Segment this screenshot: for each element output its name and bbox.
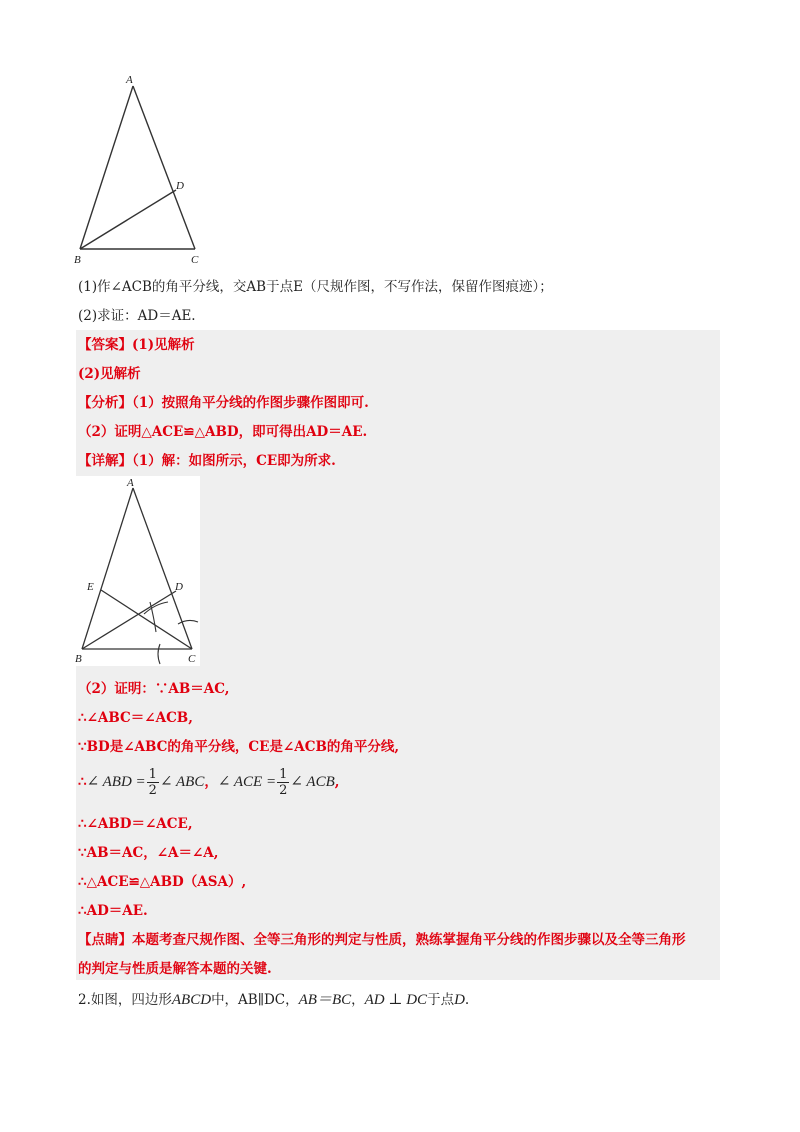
side-ac xyxy=(133,86,195,249)
proof-4-prefix: ∴ xyxy=(78,774,87,790)
question-2 xyxy=(78,990,469,1010)
label-c: C xyxy=(191,254,199,266)
comment-line-2: 的判定与性质是解答本题的关键. xyxy=(78,961,272,977)
label-a-2: A xyxy=(127,477,134,489)
proof-line-8: ∴AD＝AE. xyxy=(78,903,148,919)
proof-line-4 xyxy=(78,764,339,800)
segment-bd xyxy=(80,190,176,249)
fraction-half-2: $\frac{1}{2}$ xyxy=(279,767,288,798)
comment-tag: 【点睛】 xyxy=(78,932,132,948)
figure-construction xyxy=(70,476,205,668)
detail-line-1 xyxy=(78,452,336,470)
question-part-2: (2)求证：AD＝AE. xyxy=(78,308,196,324)
answer-1: (1)见解析 xyxy=(132,337,195,353)
proof-4-left-rhs: ∠ ABC xyxy=(159,774,205,790)
q2-abcd: ABCD xyxy=(171,992,212,1008)
proof-4-right-lhs: ∠ ACE = xyxy=(217,774,277,790)
analysis-line-1 xyxy=(78,394,369,412)
detail-1: （1）解：如图所示，CE即为所求. xyxy=(132,453,336,469)
label-b: B xyxy=(74,254,81,266)
segment-bd-2 xyxy=(82,591,176,649)
label-d-2: D xyxy=(175,581,183,593)
fraction-half-1: $\frac{1}{2}$ xyxy=(148,767,157,798)
construction-arc-3 xyxy=(178,620,198,624)
segment-ce xyxy=(101,590,192,649)
side-ab xyxy=(80,86,133,249)
answer-line-1 xyxy=(78,336,195,354)
construction-arc-4 xyxy=(158,644,160,664)
q2-mid: 中，AB∥DC， xyxy=(211,992,299,1008)
proof-line-6: ∵AB＝AC，∠A＝∠A, xyxy=(78,845,219,861)
q2-eq1: AB＝BC xyxy=(298,992,352,1008)
comment-line-1 xyxy=(78,931,686,949)
comment-1: 本题考查尺规作图、全等三角形的判定与性质，熟练掌握角平分线的作图步骤以及全等三角形 xyxy=(132,932,686,948)
answer-tag: 【答案】 xyxy=(78,337,132,353)
label-d: D xyxy=(176,180,184,192)
q2-end: . xyxy=(464,992,470,1008)
analysis-1: （1）按照角平分线的作图步骤作图即可. xyxy=(132,395,369,411)
question-part-1: (1)作∠ACB的角平分线，交AB于点E（尺规作图，不写作法，保留作图痕迹）； xyxy=(78,279,553,295)
q2-eq2: AD ⊥ DC xyxy=(364,992,428,1008)
proof-4-left-lhs: ∠ ABD = xyxy=(86,774,146,790)
q2-d: D xyxy=(454,992,465,1008)
analysis-tag: 【分析】 xyxy=(78,395,132,411)
label-a: A xyxy=(126,74,133,86)
label-c-2: C xyxy=(188,653,196,665)
label-e: E xyxy=(87,581,94,593)
proof-line-7: ∴△ACE≌△ABD（ASA）, xyxy=(78,874,247,890)
proof-4-sep: ， xyxy=(204,774,218,790)
proof-line-3: ∵BD是∠ABC的角平分线，CE是∠ACB的角平分线, xyxy=(78,739,400,755)
answer-line-2: (2)见解析 xyxy=(78,366,141,382)
side-ab-2 xyxy=(82,488,133,649)
proof-line-5: ∴∠ABD＝∠ACE, xyxy=(78,816,193,832)
q2-sep: ， xyxy=(351,992,365,1008)
q2-tail: 于点 xyxy=(427,992,455,1008)
figure-triangle-abc xyxy=(70,72,210,267)
proof-line-2: ∴∠ABC＝∠ACB, xyxy=(78,710,193,726)
side-ac-2 xyxy=(133,488,192,649)
label-b-2: B xyxy=(75,653,82,665)
proof-4-right-rhs: ∠ ACB xyxy=(290,774,335,790)
q2-number: 2.如图，四边形 xyxy=(78,992,172,1008)
proof-line-1: （2）证明：∵AB＝AC, xyxy=(78,681,230,697)
detail-tag: 【详解】 xyxy=(78,453,132,469)
analysis-line-2: （2）证明△ACE≌△ABD，即可得出AD＝AE. xyxy=(78,424,368,440)
proof-4-suffix: , xyxy=(334,774,340,790)
